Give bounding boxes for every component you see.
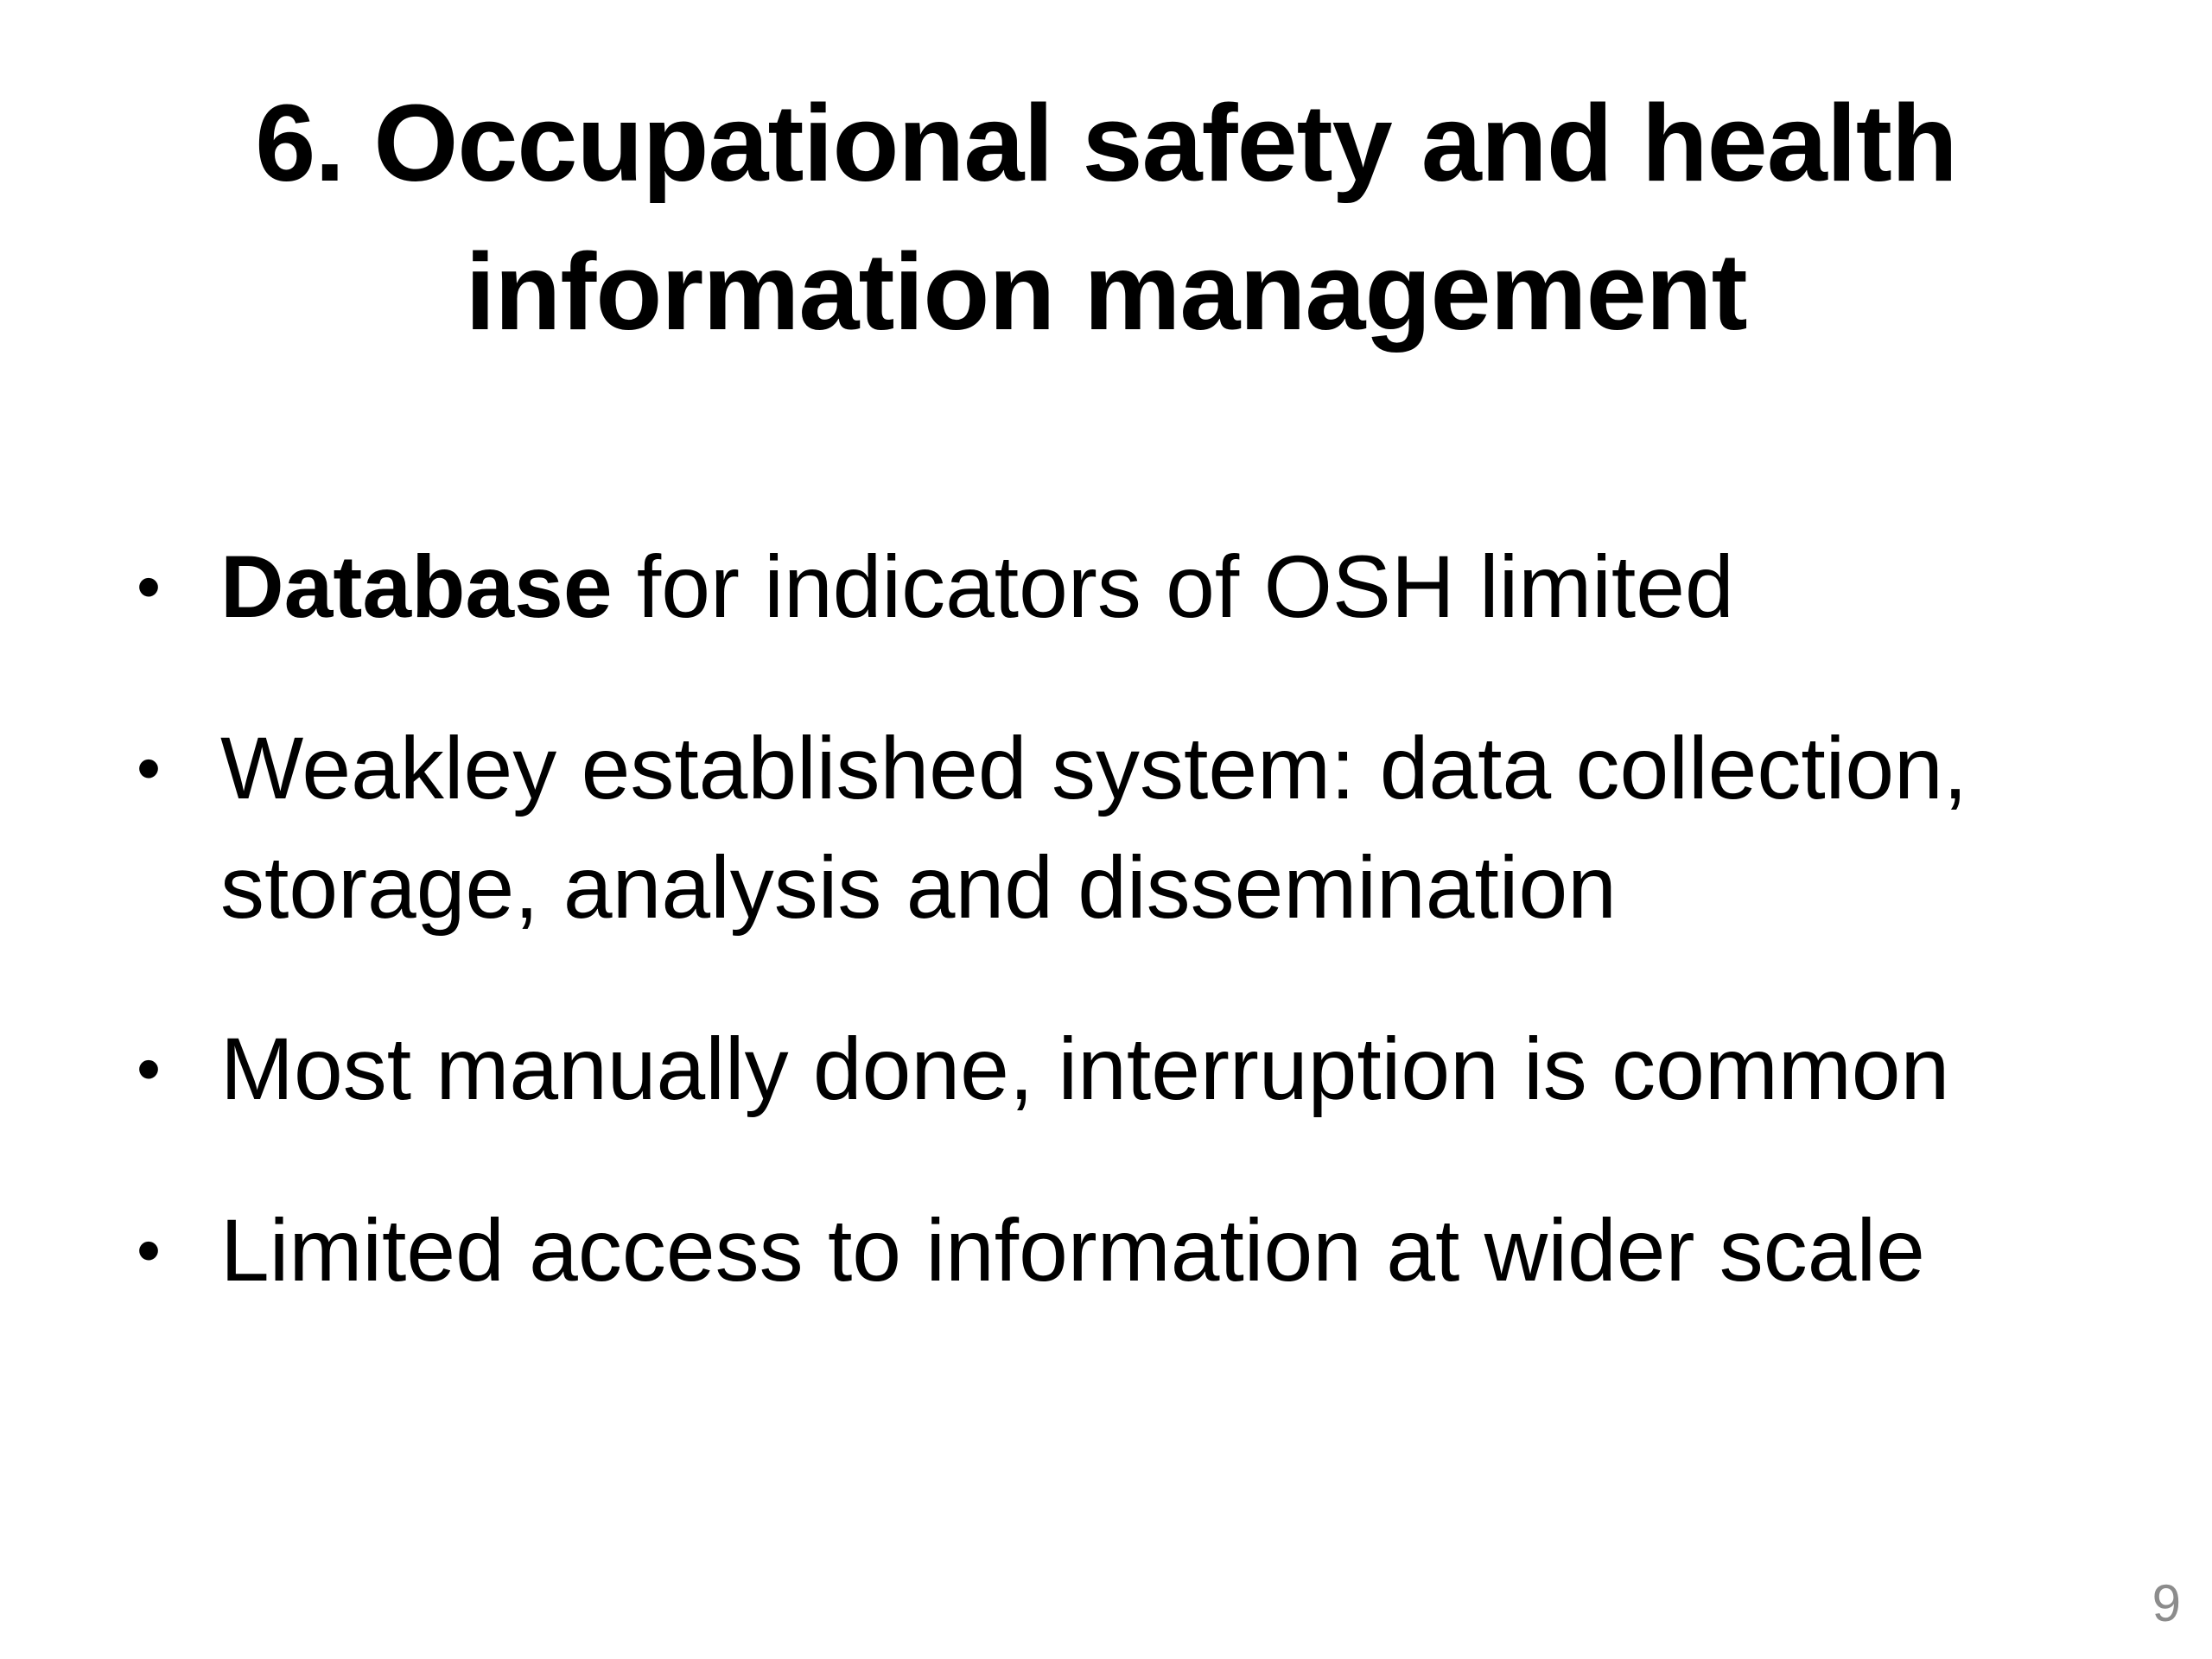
- bullet-item: [130, 709, 2117, 947]
- bullet-text: Limited access to information at wider scale: [220, 1201, 1925, 1300]
- bullet-item: [130, 1191, 2117, 1310]
- bullet-bold-text: Database: [220, 537, 613, 636]
- slide-number: 9: [2152, 1574, 2181, 1632]
- bullet-list: [130, 527, 2117, 1372]
- slide-title-line-1: 6. Occupational safety and health: [255, 82, 1957, 204]
- bullet-text: Weakley established system: data collection, storage, analysis and dissemination: [220, 719, 1968, 937]
- bullet-text: for indicators of OSH limited: [612, 537, 1734, 636]
- bullet-point-icon: •: [137, 1030, 162, 1107]
- bullet-text: Most manually done, interruption is common: [220, 1020, 1950, 1118]
- slide-title: [156, 69, 2056, 366]
- bullet-item: [130, 527, 2117, 646]
- bullet-item: [130, 1009, 2117, 1128]
- bullet-point-icon: •: [137, 548, 162, 625]
- bullet-point-icon: •: [137, 729, 162, 806]
- slide-title-line-2: information management: [465, 231, 1747, 353]
- bullet-point-icon: •: [137, 1211, 162, 1288]
